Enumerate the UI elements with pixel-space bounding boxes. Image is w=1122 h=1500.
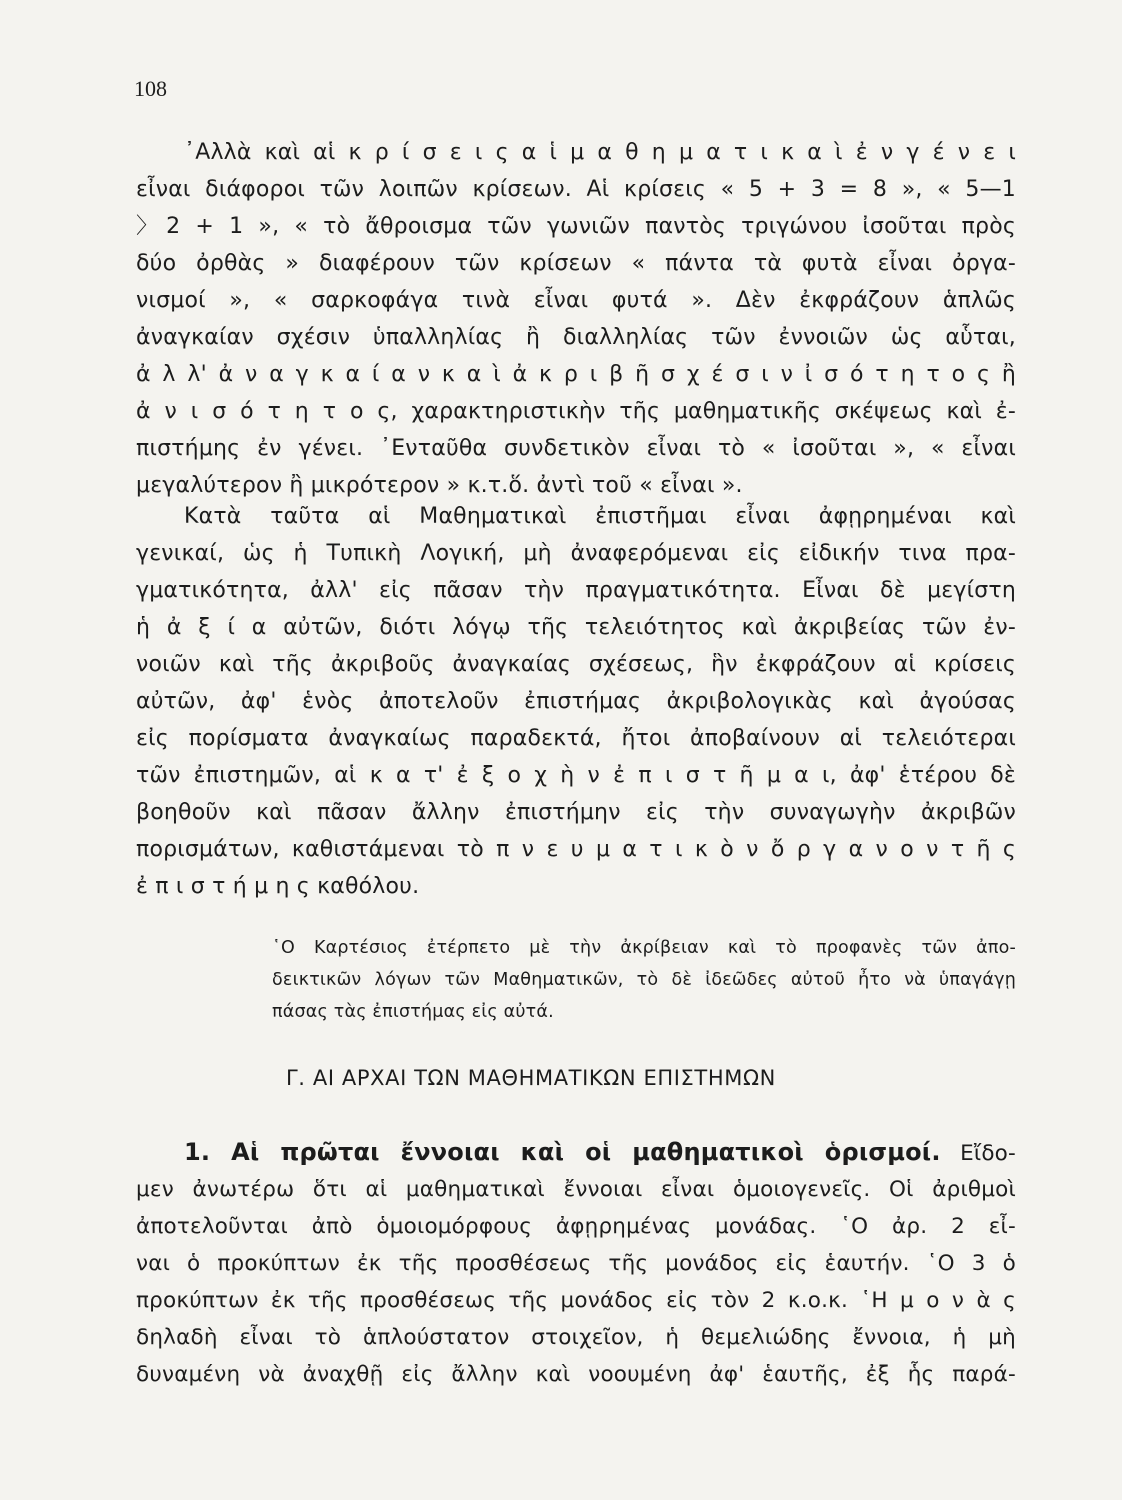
section-title: Γ. ΑΙ ΑΡΧΑΙ ΤΩΝ ΜΑΘΗΜΑΤΙΚΩΝ ΕΠΙΣΤΗΜΩΝ xyxy=(286,1066,776,1090)
text-line: βοηθοῦν καὶ πᾶσαν ἄλλην ἐπιστήμην εἰς τὴν συναγωγὴν ἀκριβῶν xyxy=(136,800,1016,825)
text-line: ἡ ἀ ξ ί α αὐτῶν, διότι λόγῳ τῆς τελειότητος καὶ ἀκριβείας τῶν ἐν- xyxy=(136,615,1016,640)
text-line: μεν ἀνωτέρω ὅτι αἱ μαθηματικαὶ ἔννοιαι εἶναι ὁμοιογενεῖς. Οἱ ἀριθμοὶ xyxy=(136,1177,1016,1202)
footnote-line: πάσας τὰς ἐπιστήμας εἰς αὐτά. xyxy=(272,1002,554,1022)
footnote-line: δεικτικῶν λόγων τῶν Μαθηματικῶν, τὸ δὲ ἰδεῶδες αὐτοῦ ἦτο νὰ ὑπαγάγῃ xyxy=(272,970,1016,990)
text-line: εἰς πορίσματα ἀναγκαίως παραδεκτά, ἤτοι ἀποβαίνουν αἱ τελειότεραι xyxy=(136,726,1016,751)
text-line: νισμοί », « σαρκοφάγα τινὰ εἶναι φυτά ». Δὲν ἐκφράζουν ἁπλῶς xyxy=(136,288,1016,313)
subsection-1 xyxy=(136,1134,1016,1393)
page-number: 108 xyxy=(134,76,167,101)
text-line: ἀ λ λ' ἀ ν α γ κ α ί α ν κ α ὶ ἀ κ ρ ι β ῆ σ χ έ σ ι ν ἰ σ ό τ η τ ο ς ἢ xyxy=(136,362,1016,387)
text-line: τῶν ἐπιστημῶν, αἱ κ α τ' ἐ ξ ο χ ὴ ν ἐ π ι σ τ ῆ μ α ι, ἀφ' ἑτέρου δὲ xyxy=(136,763,1016,788)
footnote-line: ῾Ο Καρτέσιος ἐτέρπετο μὲ τὴν ἀκρίβειαν καὶ τὸ προφανὲς τῶν ἀπο- xyxy=(272,938,1016,958)
text-line: ἀναγκαίαν σχέσιν ὑπαλληλίας ἢ διαλληλίας τῶν ἐννοιῶν ὡς αὗται, xyxy=(136,325,1016,350)
subsection-heading: 1. Αἱ πρῶται ἔννοιαι καὶ οἱ μαθηματικοὶ ὁρισμοί. xyxy=(184,1138,941,1166)
text-line: ναι ὁ προκύπτων ἐκ τῆς προσθέσεως τῆς μονάδος εἰς ἑαυτήν. ῾Ο 3 ὁ xyxy=(136,1251,1016,1276)
text-line: εἶναι διάφοροι τῶν λοιπῶν κρίσεων. Αἱ κρίσεις « 5 + 3 = 8 », « 5—1 xyxy=(136,177,1016,202)
subsection-first-line-rest: Εἴδο- xyxy=(940,1141,1016,1166)
text-line: γματικότητα, ἀλλ' εἰς πᾶσαν τὴν πραγματικότητα. Εἶναι δὲ μεγίστη xyxy=(136,578,1016,603)
text-line: Κατὰ ταῦτα αἱ Μαθηματικαὶ ἐπιστῆμαι εἶναι ἀφῃρημέναι καὶ xyxy=(184,504,1016,529)
text-line: γενικαί, ὡς ἡ Τυπικὴ Λογική, μὴ ἀναφερόμεναι εἰς εἰδικήν τινα πρα- xyxy=(136,541,1016,566)
text-line: νοιῶν καὶ τῆς ἀκριβοῦς ἀναγκαίας σχέσεως, ἣν ἐκφράζουν αἱ κρίσεις xyxy=(136,652,1016,677)
text-line: ᾿Αλλὰ καὶ αἱ κ ρ ί σ ε ι ς α ἱ μ α θ η μ α τ ι κ α ὶ ἐ ν γ έ ν ε ι xyxy=(184,140,1016,165)
text-line: πορισμάτων, καθιστάμεναι τὸ π ν ε υ μ α τ ι κ ὸ ν ὄ ρ γ α ν ο ν τ ῆ ς xyxy=(136,837,1016,862)
text-line: ἀποτελοῦνται ἀπὸ ὁμοιομόρφους ἀφῃρημένας μονάδας. ῾Ο ἀρ. 2 εἶ- xyxy=(136,1214,1016,1239)
text-line: ἐ π ι σ τ ή μ η ς καθόλου. xyxy=(136,874,420,899)
text-line: ἀ ν ι σ ό τ η τ ο ς, χαρακτηριστικὴν τῆς μαθηματικῆς σκέψεως καὶ ἐ- xyxy=(136,399,1016,424)
text-line: 〉2 + 1 », « τὸ ἄθροισμα τῶν γωνιῶν παντὸς τριγώνου ἰσοῦται πρὸς xyxy=(136,214,1016,239)
footnote xyxy=(272,932,1016,1028)
text-line: δύο ὀρθὰς » διαφέρουν τῶν κρίσεων « πάντα τὰ φυτὰ εἶναι ὀργα- xyxy=(136,251,1016,276)
text-line: προκύπτων ἐκ τῆς προσθέσεως τῆς μονάδος εἰς τὸν 2 κ.ο.κ. ῾Η μ ο ν ὰ ς xyxy=(136,1288,1016,1313)
text-line: δηλαδὴ εἶναι τὸ ἁπλούστατον στοιχεῖον, ἡ θεμελιώδης ἔννοια, ἡ μὴ xyxy=(136,1325,1016,1350)
text-line: μεγαλύτερον ἢ μικρότερον » κ.τ.ὅ. ἀντὶ τοῦ « εἶναι ». xyxy=(136,473,743,498)
text-line: αὐτῶν, ἀφ' ἑνὸς ἀποτελοῦν ἐπιστήμας ἀκριβολογικὰς καὶ ἀγούσας xyxy=(136,689,1016,714)
paragraph-2 xyxy=(136,498,1016,905)
subsection-first-line xyxy=(136,1134,1016,1171)
text-line: δυναμένη νὰ ἀναχθῇ εἰς ἄλλην καὶ νοουμένη ἀφ' ἑαυτῆς, ἐξ ἧς παρά- xyxy=(136,1362,1016,1387)
paragraph-1 xyxy=(136,134,1016,504)
text-line: πιστήμης ἐν γένει. ᾿Ενταῦθα συνδετικὸν εἶναι τὸ « ἰσοῦται », « εἶναι xyxy=(136,436,1016,461)
